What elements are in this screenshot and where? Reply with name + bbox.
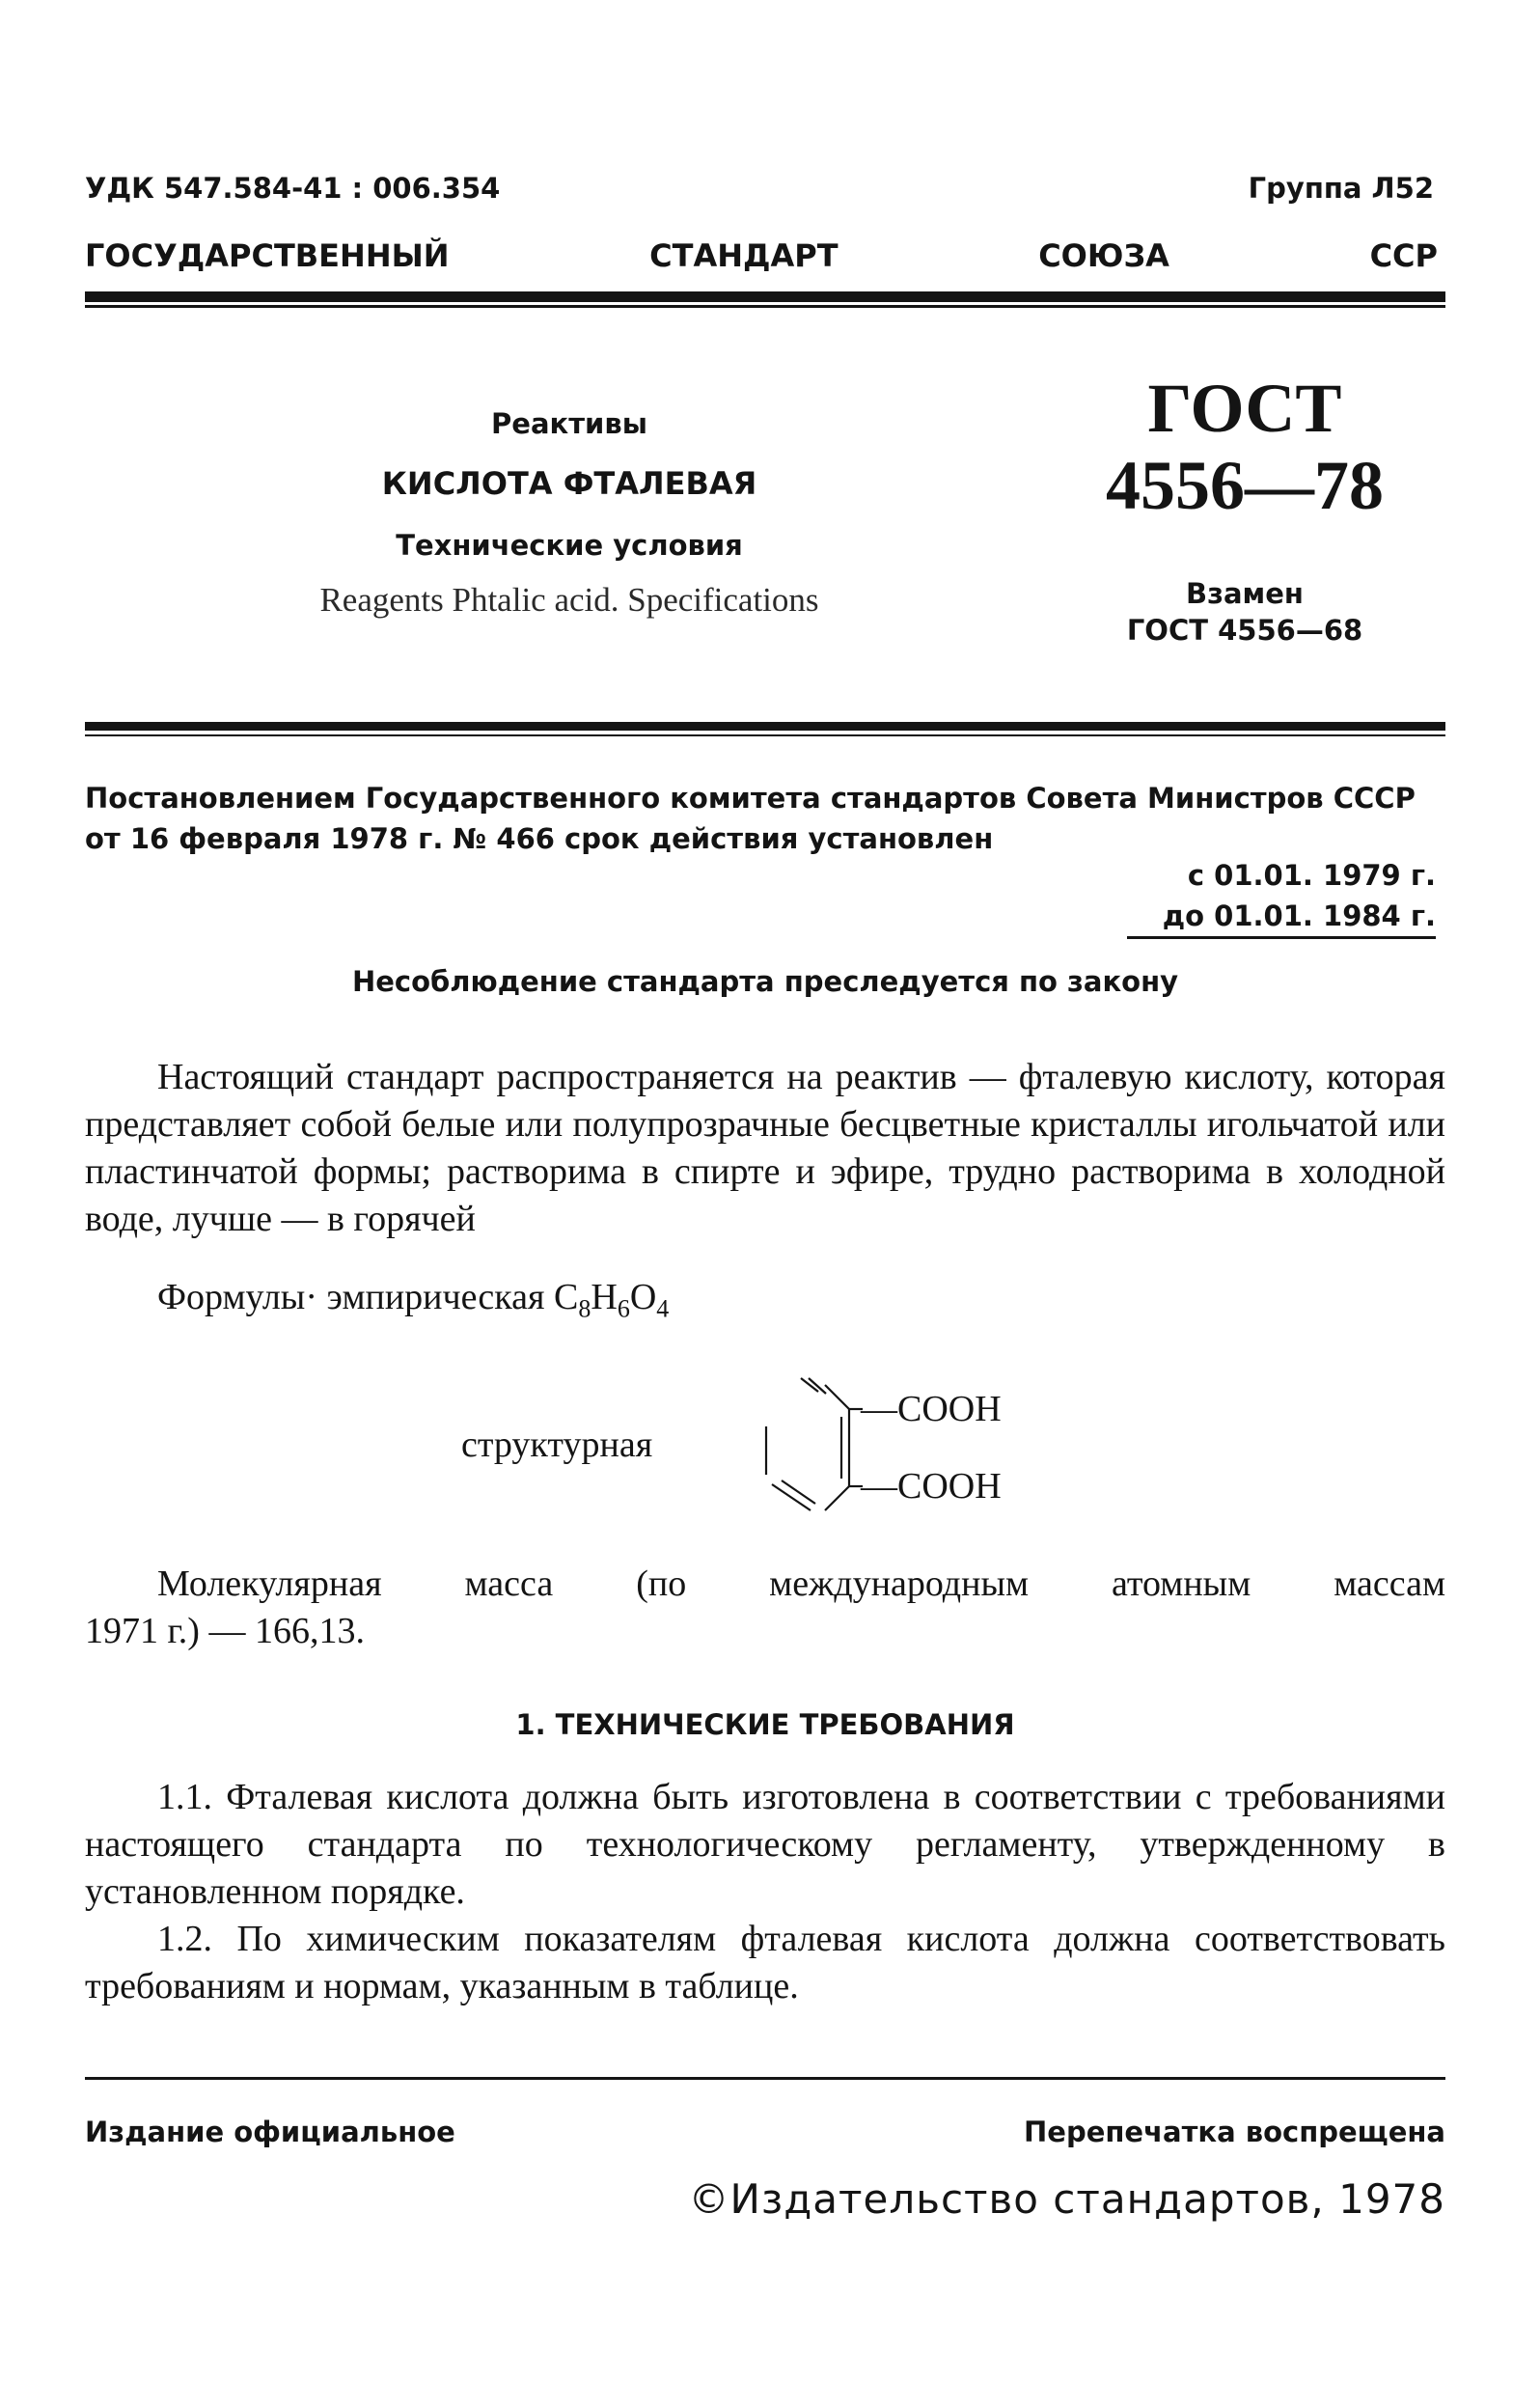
footer-rule [85,2077,1445,2080]
validity-from: с 01.01. 1979 г. [1187,859,1436,892]
intro-paragraph [85,1054,1445,1243]
validity-underline [1127,936,1436,939]
title-rule-thin [85,734,1445,736]
carboxyl-group-2: —COOH [861,1466,1002,1507]
requirement-1-1: 1.1. Фталевая кислота должна быть изготовлена в соответствии с требованиями настоящего стандарта по технологическому регламенту, утвержденному в установленном порядке. [85,1777,1445,1912]
english-title: Reagents Phtalic acid. Specifications [319,581,819,619]
document-title: КИСЛОТА ФТАЛЕВАЯ [381,465,757,502]
structural-label: структурная [461,1425,653,1465]
gost-number: 4556—78 [1106,447,1384,524]
formula-value: $C_8H_6O_4$ [554,1277,670,1323]
state-standard-banner [85,237,1438,274]
header-rule-thin [85,305,1445,308]
requirements [85,1774,1445,2010]
banner-word: СОЮЗА [1038,237,1169,274]
intro-text: Настоящий стандарт распространяется на реактив — фталевую кислоту, которая представляет собой белые или полупрозрачные бесцветные кристаллы игольчатой или пластинчатой формы; растворима в спирте и эфире, трудно растворима в холодной воде, лучше — в горячей [85,1057,1445,1239]
ring-bond [825,1486,849,1510]
replaces-label: Взамен [1186,577,1304,610]
ring-bond [825,1385,849,1409]
group-code: Группа Л52 [1248,172,1434,205]
copyright: ©Издательство стандартов, 1978 [688,2175,1445,2223]
banner-word: ГОСУДАРСТВЕННЫЙ [85,237,450,274]
molecular-mass [85,1561,1445,1655]
document-subtitle: Технические условия [396,529,743,562]
requirement-1-2: 1.2. По химическим показателям фталевая кислота должна соответствовать требованиям и нормам, указанным в таблице. [85,1919,1445,2006]
replaced-standard: ГОСТ 4556—68 [1126,614,1363,647]
molmass-line: 1971 г.) — 166,13. [85,1611,365,1651]
reprint-prohibited: Перепечатка воспрещена [1024,2116,1445,2148]
gost-label: ГОСТ [1147,370,1342,447]
legal-warning: Несоблюдение стандарта преследуется по закону [351,965,1179,998]
molmass-line: Молекулярная масса (по международным атомным массам [157,1563,1445,1604]
banner-word: СТАНДАРТ [649,237,839,274]
official-edition: Издание официальное [85,2116,455,2148]
title-rule-thick [85,722,1445,731]
ring-double-bond [782,1480,815,1504]
udk-code: УДК 547.584-41 : 006.354 [85,172,501,205]
benzene-ring-structure [743,1370,1052,1544]
section-heading: 1. ТЕХНИЧЕСКИЕ ТРЕБОВАНИЯ [515,1708,1015,1741]
decree-text: Постановлением Государственного комитета стандартов Совета Министров СССР от 16 февраля 1978 г. № 466 срок действия установлен [85,782,1416,855]
banner-word: ССР [1369,237,1438,274]
document-category: Реактивы [491,407,647,440]
empirical-formula [157,1276,669,1324]
carboxyl-group-1: —COOH [861,1389,1002,1429]
validity-to: до 01.01. 1984 г. [1162,899,1436,932]
formulas-label: Формулы· эмпирическая [157,1277,545,1317]
header-rule-thick [85,291,1445,302]
